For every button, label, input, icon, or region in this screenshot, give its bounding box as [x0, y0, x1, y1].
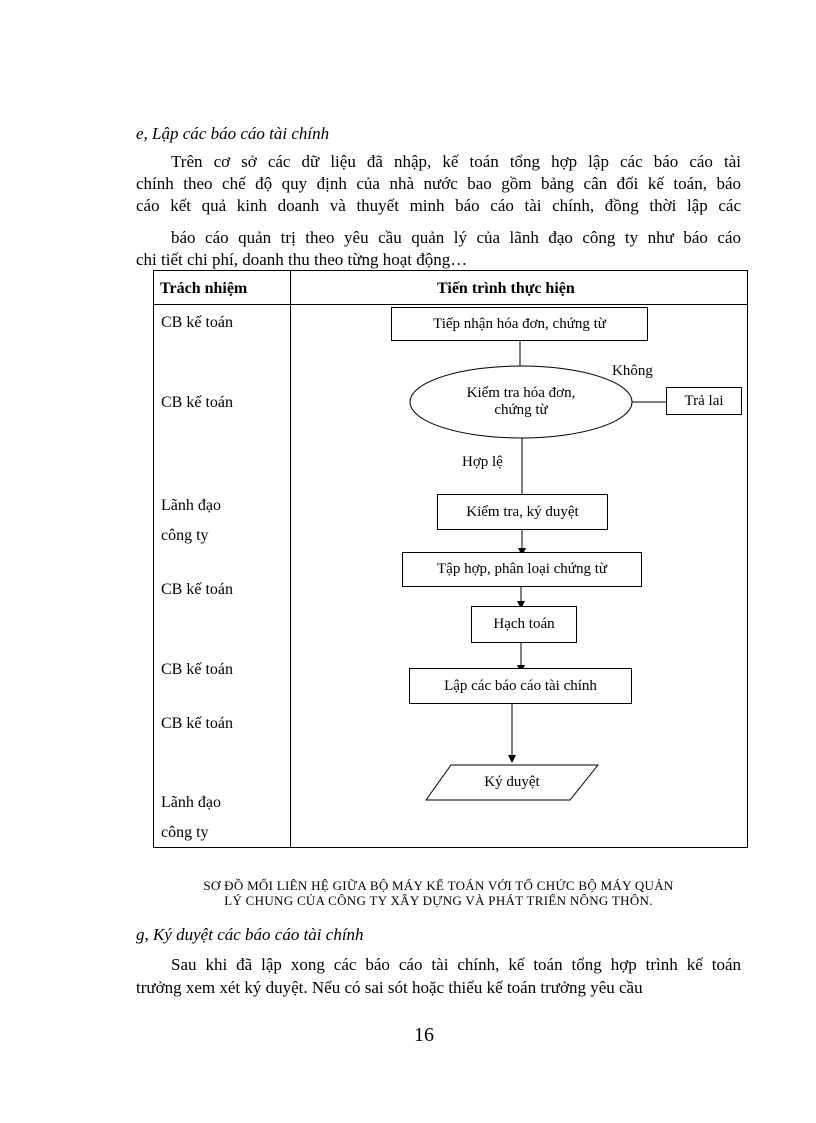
page-number: 16 [414, 1024, 434, 1046]
step-accounting-entry: Hạch toán [471, 606, 577, 643]
diagram-caption [136, 878, 741, 908]
caption-line1: SƠ ĐỒ MỐI LIÊN HỆ GIỮA BỘ MÁY KẾ TOÁN VỚI TỔ CHỨC BỘ MÁY QUẢN [203, 878, 674, 893]
step-review-approve: Kiểm tra, ký duyệt [437, 494, 608, 530]
step-collect-classify: Tập hợp, phân loại chứng từ [402, 552, 642, 587]
decision-label [410, 372, 632, 432]
para1-line1: Trên cơ sở các dữ liệu đã nhập, kế toán tổng hợp lập các báo cáo tài [171, 152, 741, 171]
resp-1: CB kế toán [161, 314, 233, 331]
para2-line2: chi tiết chi phí, doanh thu theo từng hoạt động… [136, 250, 468, 269]
para2-line1: báo cáo quản trị theo yêu cầu quản lý của lãnh đạo công ty như báo cáo [171, 228, 741, 247]
section-g-heading: g, Ký duyệt các báo cáo tài chính [136, 925, 364, 944]
header-responsibility: Trách nhiệm [160, 280, 248, 297]
caption-line2: LÝ CHUNG CỦA CÔNG TY XÂY DỰNG VÀ PHÁT TRIỂN NÔNG THÔN. [224, 893, 653, 908]
para1-line2: chính theo chế độ quy định của nhà nước bao gồm bảng cân đối kế toán, báo [136, 174, 741, 193]
header-process: Tiến trình thực hiện [437, 280, 575, 297]
decision-line2: chứng từ [494, 402, 548, 418]
resp-2: CB kế toán [161, 394, 233, 411]
resp-7b: công ty [161, 824, 209, 841]
label-valid: Hợp lệ [462, 454, 503, 470]
step-prepare-reports: Lập các báo cáo tài chính [409, 668, 632, 704]
resp-6: CB kế toán [161, 715, 233, 732]
step-return: Trả lai [666, 387, 742, 415]
para-g-line1: Sau khi đã lập xong các báo cáo tài chính, kế toán tổng hợp trình kế toán [171, 955, 741, 974]
resp-3a: Lãnh đạo [161, 497, 221, 514]
para-g-line2: trưởng xem xét ký duyệt. Nếu có sai sót hoặc thiếu kế toán trưởng yêu cầu [136, 978, 643, 997]
decision-line1: Kiểm tra hóa đơn, [466, 385, 576, 401]
resp-4: CB kế toán [161, 581, 233, 598]
resp-7a: Lãnh đạo [161, 794, 221, 811]
step-final-approval: Ký duyệt [484, 774, 540, 790]
section-e-heading: e, Lập các báo cáo tài chính [136, 124, 330, 143]
step-receive-invoices: Tiếp nhận hóa đơn, chứng từ [391, 307, 648, 341]
para1-line3: cáo kết quả kinh doanh và thuyết minh báo cáo tài chính, đồng thời lập các [136, 196, 741, 215]
label-no: Không [612, 363, 653, 379]
resp-5: CB kế toán [161, 661, 233, 678]
resp-3b: công ty [161, 527, 209, 544]
